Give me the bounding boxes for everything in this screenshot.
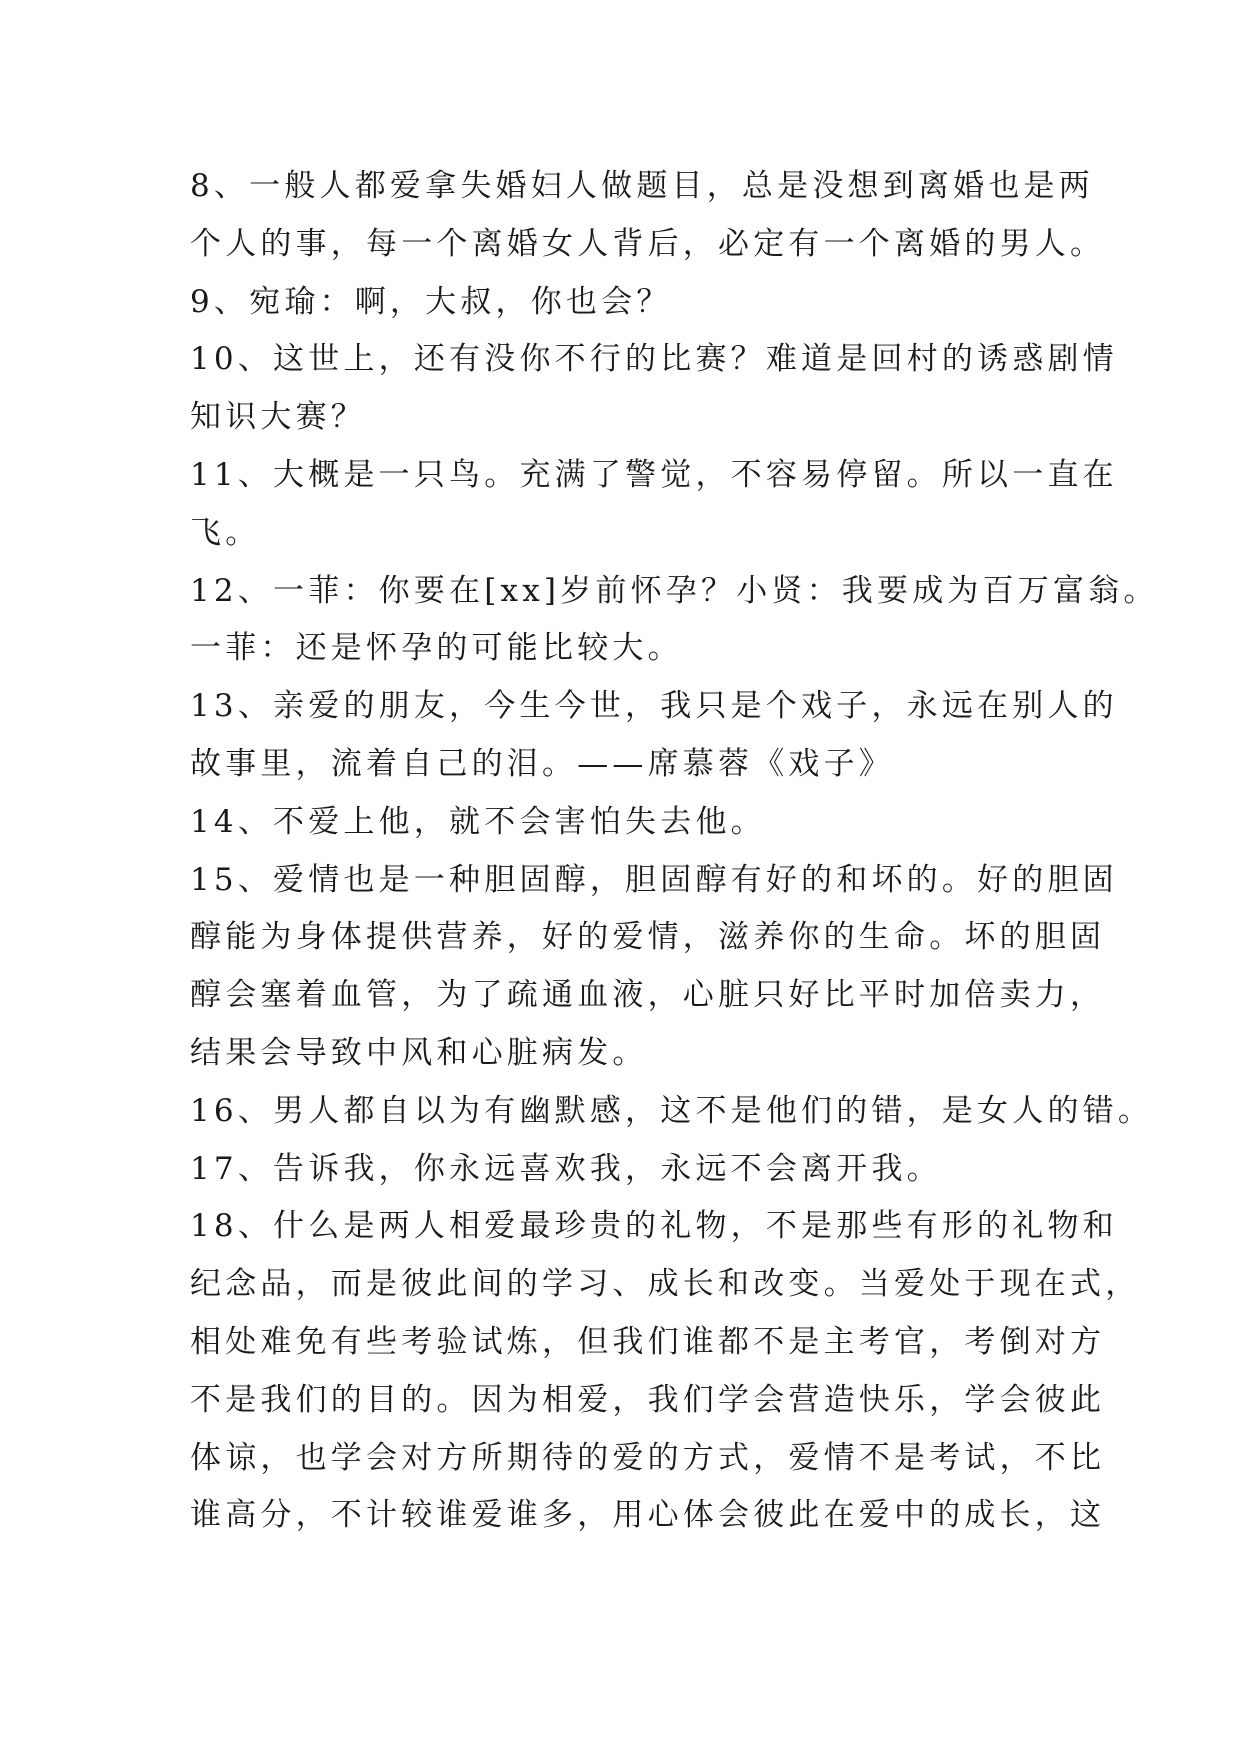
text-line: 知识大赛？ bbox=[190, 399, 366, 436]
text-line: 14、不爱上他，就不会害怕失去他。 bbox=[190, 803, 766, 840]
text-line: 12、一菲：你要在[xx]岁前怀孕？小贤：我要成为百万富翁。 bbox=[190, 572, 1159, 609]
paragraph-10 bbox=[190, 331, 1118, 447]
paragraph-12 bbox=[190, 563, 1159, 679]
paragraph-11 bbox=[190, 447, 1118, 563]
text-line: 8、一般人都爱拿失婚妇人做题目，总是没想到离婚也是两 bbox=[190, 168, 1094, 204]
text-line: 一菲：还是怀孕的可能比较大。 bbox=[190, 630, 683, 667]
text-line: 9、宛瑜：啊，大叔，你也会？ bbox=[190, 283, 672, 320]
paragraph-9 bbox=[190, 274, 1070, 332]
text-line: 醇能为身体提供营养，好的爱情，滋养你的生命。坏的胆固 bbox=[190, 919, 1106, 956]
text-line: 15、爱情也是一种胆固醇，胆固醇有好的和坏的。好的胆固 bbox=[190, 861, 1118, 898]
text-line: 18、什么是两人相爱最珍贵的礼物，不是那些有形的礼物和 bbox=[190, 1208, 1118, 1245]
text-line: 个人的事，每一个离婚女人背后，必定有一个离婚的男人。 bbox=[190, 225, 1106, 262]
text-line: 不是我们的目的。因为相爱，我们学会营造快乐，学会彼此 bbox=[190, 1381, 1106, 1418]
text-line: 纪念品，而是彼此间的学习、成长和改变。当爱处于现在式， bbox=[190, 1266, 1141, 1303]
text-line: 10、这世上，还有没你不行的比赛？难道是回村的诱惑剧情 bbox=[190, 341, 1118, 378]
text-line: 醇会塞着血管，为了疏通血液，心脏只好比平时加倍卖力， bbox=[190, 977, 1106, 1014]
text-line: 11、大概是一只鸟。充满了警觉，不容易停留。所以一直在 bbox=[190, 456, 1118, 493]
paragraph-16 bbox=[190, 1083, 1154, 1141]
paragraph-14 bbox=[190, 794, 1070, 852]
paragraph-17 bbox=[190, 1141, 1070, 1199]
paragraph-18 bbox=[190, 1198, 1141, 1545]
text-line: 体谅，也学会对方所期待的爱的方式，爱情不是考试，不比 bbox=[190, 1439, 1106, 1476]
text-line: 谁高分，不计较谁爱谁多，用心体会彼此在爱中的成长，这 bbox=[190, 1497, 1106, 1534]
text-line: 结果会导致中风和心脏病发。 bbox=[190, 1034, 648, 1071]
text-line: 16、男人都自以为有幽默感，这不是他们的错，是女人的错。 bbox=[190, 1092, 1154, 1129]
text-line: 13、亲爱的朋友，今生今世，我只是个戏子，永远在别人的 bbox=[190, 688, 1118, 725]
text-line: 17、告诉我，你永远喜欢我，永远不会离开我。 bbox=[190, 1150, 942, 1187]
paragraph-8 bbox=[190, 158, 1106, 274]
text-line: 相处难免有些考验试炼，但我们谁都不是主考官，考倒对方 bbox=[190, 1323, 1106, 1360]
paragraph-13 bbox=[190, 678, 1118, 794]
paragraph-15 bbox=[190, 852, 1118, 1083]
document-body bbox=[190, 158, 1159, 1545]
text-line: 故事里，流着自己的泪。——席慕蓉《戏子》 bbox=[190, 745, 894, 782]
text-line: 飞。 bbox=[190, 514, 261, 551]
